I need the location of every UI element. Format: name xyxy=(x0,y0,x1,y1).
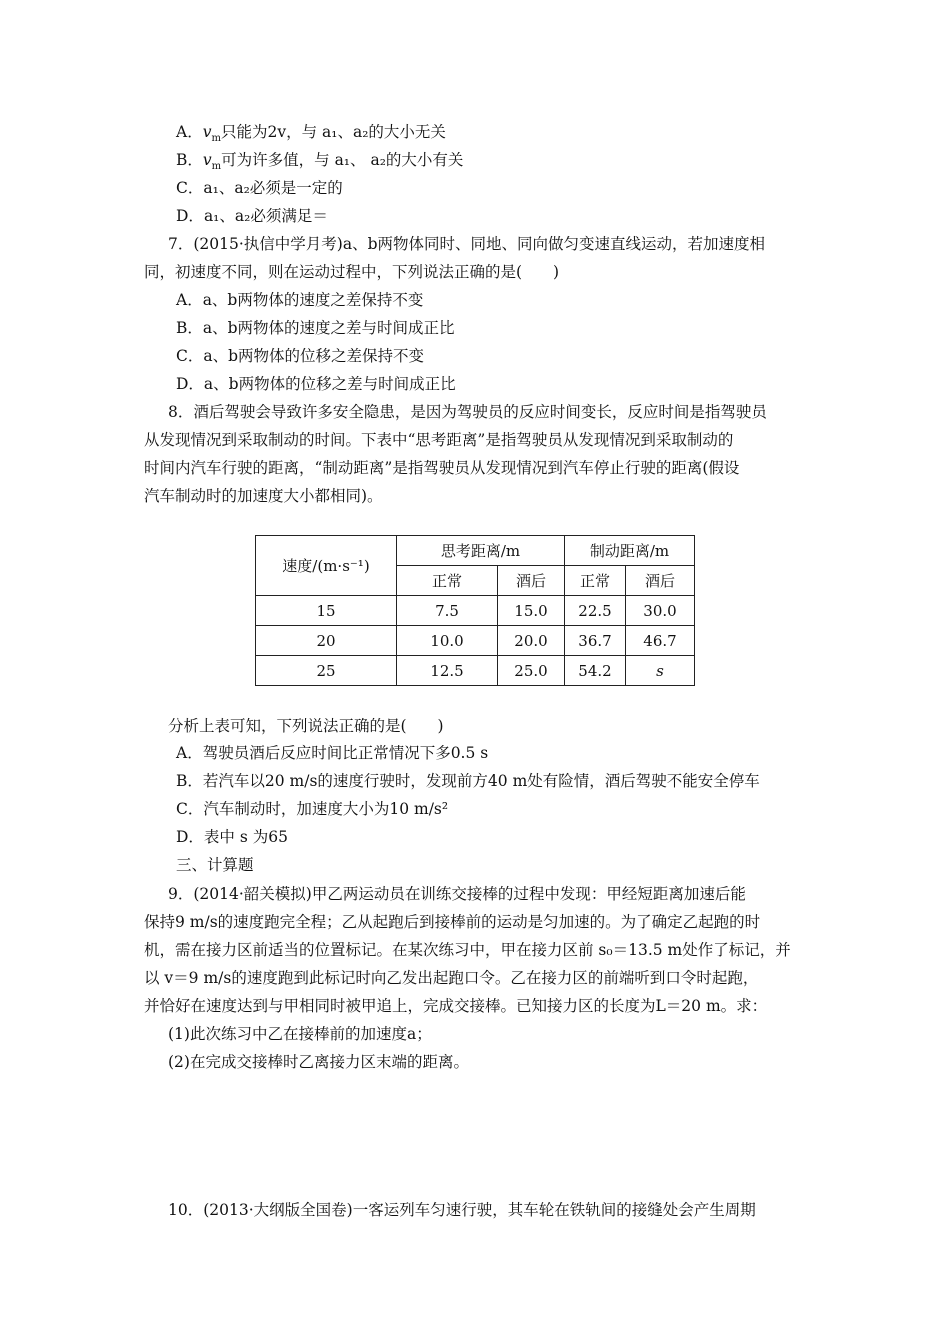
q8-question: 分析上表可知，下列说法正确的是( ) xyxy=(168,717,444,735)
table-cell: s xyxy=(626,656,695,686)
brake-distance-header: 制动距离/m xyxy=(565,536,695,566)
q10-stem-line1: 10．(2013·大纲版全国卷)一客运列车匀速行驶，其车轮在铁轨间的接缝处会产生周期 xyxy=(168,1201,756,1219)
q9-part1: (1)此次练习中乙在接棒前的加速度a； xyxy=(168,1025,432,1043)
q9-stem-line1: 9．(2014·韶关模拟)甲乙两运动员在训练交接棒的过程中发现：甲经短距离加速后能 xyxy=(168,885,746,903)
table-cell: 7.5 xyxy=(397,596,498,626)
q7-option-c: C．a、b两物体的位移之差保持不变 xyxy=(176,347,425,365)
section-heading: 三、计算题 xyxy=(176,856,254,874)
q9-part2: (2)在完成交接棒时乙离接力区末端的距离。 xyxy=(168,1053,469,1071)
table-cell: 36.7 xyxy=(565,626,626,656)
brake-normal-header: 正常 xyxy=(565,566,626,596)
think-normal-header: 正常 xyxy=(397,566,498,596)
table-cell: 25.0 xyxy=(498,656,565,686)
table-cell: 54.2 xyxy=(565,656,626,686)
brake-drunk-header: 酒后 xyxy=(626,566,695,596)
table-cell: 15.0 xyxy=(498,596,565,626)
table-row xyxy=(256,656,695,686)
q8-option-d: D．表中 s 为65 xyxy=(176,828,288,846)
q9-stem-line3: 机，需在接力区前适当的位置标记。在某次练习中，甲在接力区前 s₀＝13.5 m处作了标记，并 xyxy=(144,941,791,959)
q6-option-a: A．$v_m$只能为2v，与 a₁、a₂的大小无关 xyxy=(176,123,446,145)
table-header-row xyxy=(256,536,695,566)
table-cell: 12.5 xyxy=(397,656,498,686)
table-row xyxy=(256,596,695,626)
q8-stem-line1: 8．酒后驾驶会导致许多安全隐患，是因为驾驶员的反应时间变长，反应时间是指驾驶员 xyxy=(168,403,767,421)
table-cell: 30.0 xyxy=(626,596,695,626)
table-cell: 25 xyxy=(256,656,397,686)
q9-stem-line5: 并恰好在速度达到与甲相同时被甲追上，完成交接棒。已知接力区的长度为L＝20 m。求： xyxy=(144,997,768,1015)
q8-stem-line3: 时间内汽车行驶的距离，“制动距离”是指驾驶员从发现情况到汽车停止行驶的距离(假设 xyxy=(144,459,740,477)
q8-option-c: C．汽车制动时，加速度大小为10 m/s² xyxy=(176,800,449,818)
think-drunk-header: 酒后 xyxy=(498,566,565,596)
q9-stem-line2: 保持9 m/s的速度跑完全程；乙从起跑后到接棒前的运动是匀加速的。为了确定乙起跑的时 xyxy=(144,913,761,931)
q7-option-b: B．a、b两物体的速度之差与时间成正比 xyxy=(176,319,455,337)
speed-header: 速度/(m·s⁻¹) xyxy=(256,536,397,596)
table-cell: 20 xyxy=(256,626,397,656)
q8-stem-line2: 从发现情况到采取制动的时间。下表中“思考距离”是指驾驶员从发现情况到采取制动的 xyxy=(144,431,734,449)
distance-table xyxy=(255,535,695,686)
table-cell: 10.0 xyxy=(397,626,498,656)
q7-option-d: D．a、b两物体的位移之差与时间成正比 xyxy=(176,375,456,393)
q8-stem-line4: 汽车制动时的加速度大小都相同)。 xyxy=(144,487,383,505)
think-distance-header: 思考距离/m xyxy=(397,536,565,566)
q8-option-a: A．驾驶员酒后反应时间比正常情况下多0.5 s xyxy=(176,744,489,762)
q8-option-b: B．若汽车以20 m/s的速度行驶时，发现前方40 m处有险情，酒后驾驶不能安全停车 xyxy=(176,772,760,790)
table-cell: 46.7 xyxy=(626,626,695,656)
table-row xyxy=(256,626,695,656)
q6-option-d: D．a₁、a₂必须满足＝ xyxy=(176,207,328,225)
table-cell: 15 xyxy=(256,596,397,626)
q6-option-b: B．$v_m$可为许多值，与 a₁、 a₂的大小有关 xyxy=(176,151,464,173)
table-cell: 20.0 xyxy=(498,626,565,656)
q7-option-a: A．a、b两物体的速度之差保持不变 xyxy=(176,291,424,309)
q7-stem-line2: 同，初速度不同，则在运动过程中，下列说法正确的是( ) xyxy=(144,263,560,281)
q7-stem-line1: 7．(2015·执信中学月考)a、b两物体同时、同地、同向做匀变速直线运动，若加速度相 xyxy=(168,235,765,253)
q6-option-c: C．a₁、a₂必须是一定的 xyxy=(176,179,343,197)
q9-stem-line4: 以 v＝9 m/s的速度跑到此标记时向乙发出起跑口令。乙在接力区的前端听到口令时起跑， xyxy=(144,969,759,987)
table-cell: 22.5 xyxy=(565,596,626,626)
